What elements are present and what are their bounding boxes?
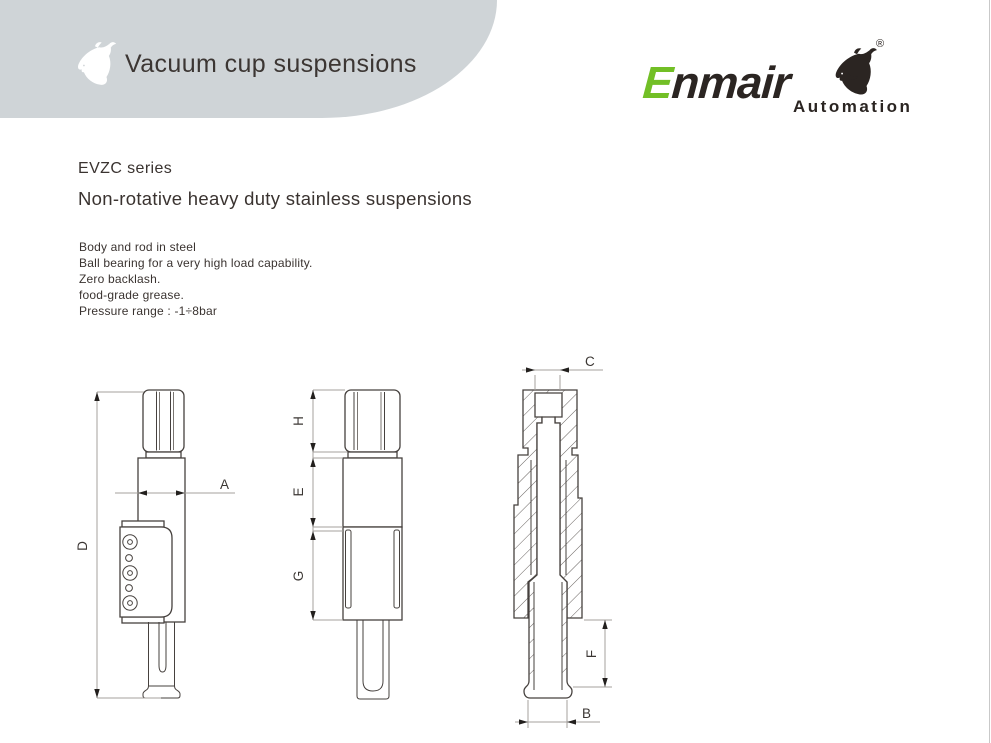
brand-logo [643, 40, 928, 122]
feature-list [79, 239, 313, 319]
dim-label-a: A [220, 477, 230, 492]
brand-rest: nmair [670, 57, 792, 108]
page-edge-line [989, 0, 990, 743]
header-banner [0, 0, 497, 118]
feature-line: Pressure range : -1÷8bar [79, 304, 218, 318]
series-title: EVZC series [78, 160, 173, 177]
feature-line: Body and rod in steel [79, 240, 196, 254]
series-subtitle: Non-rotative heavy duty stainless suspensions [78, 188, 472, 209]
dolphin-icon [70, 35, 118, 95]
dim-label-h: H [291, 416, 306, 426]
side-view [291, 390, 402, 699]
dim-label-c: C [585, 354, 595, 369]
technical-drawing [60, 350, 700, 743]
dim-label-d: D [75, 541, 90, 551]
feature-line: Zero backlash. [79, 272, 161, 286]
dim-label-g: G [291, 570, 306, 582]
feature-line: food-grade grease. [79, 288, 185, 302]
dim-label-b: B [582, 706, 592, 721]
registered-mark: ® [876, 38, 885, 50]
brand-initial: E [641, 57, 674, 108]
dim-label-f: F [584, 649, 599, 659]
brand-dolphin-icon [827, 44, 879, 102]
page-title: Vacuum cup suspensions [125, 50, 417, 78]
brand-subtitle: Automation [793, 97, 913, 116]
front-view [75, 390, 235, 698]
section-view [514, 354, 612, 728]
dim-label-e: E [291, 487, 306, 497]
feature-line: Ball bearing for a very high load capability. [79, 256, 313, 270]
brand-name [641, 57, 792, 108]
